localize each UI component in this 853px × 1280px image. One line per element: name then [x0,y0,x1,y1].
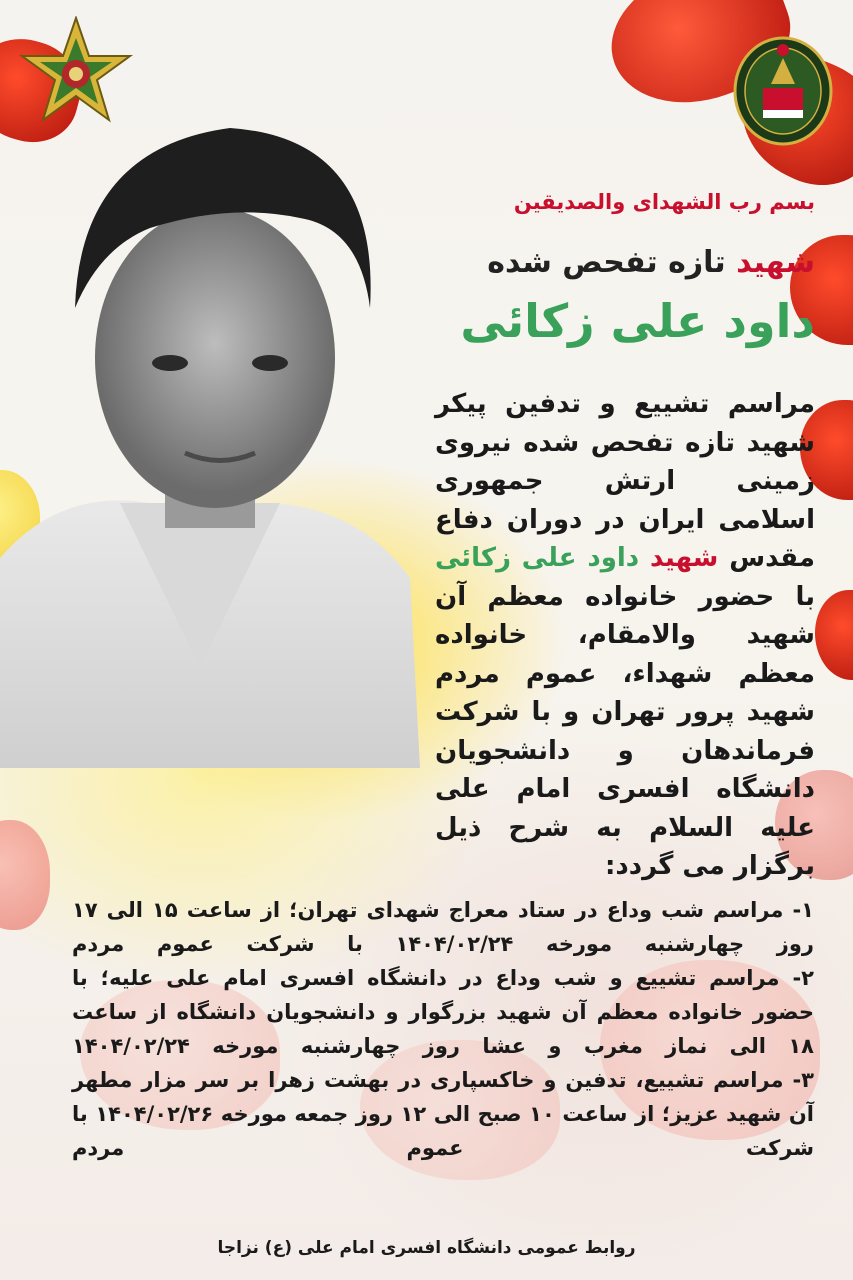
paragraph-details: با حضور خانواده معظم آن شهید والامقام، خانواده معظم شهداء، عموم مردم شهید پرور تهران و با شرکت فرماندهان و دانشجویان دانشگاه افسری امام علی علیه السلام به شرح ذیل برگزار می گردد: [435,581,815,881]
title-prefix: شهید [736,245,815,280]
list-item: ۱- مراسم شب وداع در ستاد معراج شهدای تهران؛ از ساعت ۱۵ الی ۱۷ روز چهارشنبه مورخه ۱۴۰۴/۰۲/۲۴ با شرکت عموم مردم [72,898,815,956]
martyr-portrait-photo [0,108,420,768]
paragraph-martyr-word: شهید [650,543,719,573]
bismillah-heading: بسم رب الشهدای والصدیقین [513,190,815,214]
ground-forces-emblem-icon [733,36,833,146]
announcement-paragraph [435,385,815,886]
list-item: ۳- مراسم تشییع، تدفین و خاکسپاری در بهشت زهرا بر سر مزار مطهر آن شهید عزیز؛ از ساعت ۱۰ صبح الی ۱۲ روز جمعه مورخه ۱۴۰۴/۰۲/۲۶ با شرکت عموم مردم [72,1068,815,1160]
ceremony-schedule-list [72,893,814,1165]
page-title-line [487,245,815,280]
flower-petal-decoration [815,590,853,680]
paragraph-intro: مراسم تشییع و تدفین پیکر شهید تازه تفحص شده نیروی زمینی ارتش جمهوری اسلامی ایران در دوران دفاع مقدس [435,389,815,573]
public-relations-footer: روابط عمومی دانشگاه افسری امام علی (ع) نزاجا [217,1238,636,1258]
flower-petal-decoration [0,820,50,930]
martyr-name-title: داود علی زکائی [460,294,815,348]
list-item: ۲- مراسم تشییع و شب وداع در دانشگاه افسری امام علی علیه؛ با حضور خانواده معظم آن شهید بزرگوار و دانشجویان دانشگاه از ساعت ۱۸ الی نماز مغرب و عشا روز چهارشنبه مورخه ۱۴۰۴/۰۲/۲۴ [72,966,814,1058]
paragraph-martyr-name: داود علی زکائی [435,543,640,573]
title-suffix: تازه تفحص شده [487,245,726,280]
